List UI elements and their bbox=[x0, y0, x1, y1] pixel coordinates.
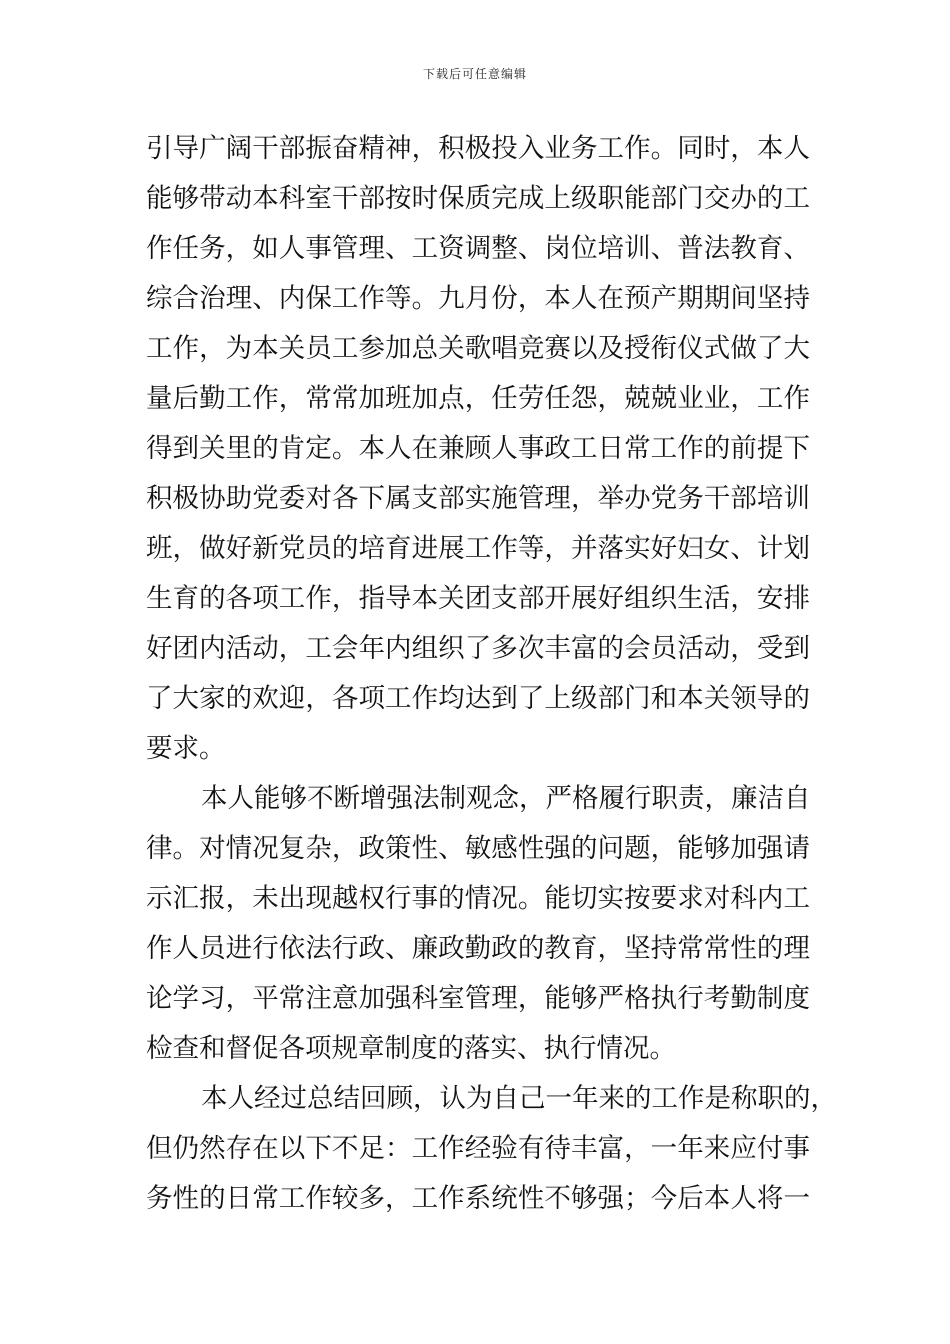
text-line: 好团内活动，工会年内组织了多次丰富的会员活动，受到 bbox=[146, 633, 810, 664]
text-line: 班，做好新党员的培育进展工作等，并落实好妇女、计划 bbox=[146, 533, 810, 564]
paragraph-1 bbox=[146, 124, 810, 774]
text-line: 检查和督促各项规章制度的落实、执行情况。 bbox=[146, 1033, 676, 1064]
paragraph-3 bbox=[146, 1074, 837, 1224]
text-line: 综合治理、内保工作等。九月份，本人在预产期期间坚持 bbox=[146, 283, 810, 314]
text-line: 作任务，如人事管理、工资调整、岗位培训、普法教育、 bbox=[146, 233, 810, 264]
text-line: 得到关里的肯定。本人在兼顾人事政工日常工作的前提下 bbox=[146, 433, 810, 464]
paragraph-2 bbox=[146, 774, 810, 1074]
text-line: 但仍然存在以下不足：工作经验有待丰富，一年来应付事 bbox=[146, 1133, 810, 1164]
text-line: 了大家的欢迎，各项工作均达到了上级部门和本关领导的 bbox=[146, 683, 810, 714]
text-line: 论学习，平常注意加强科室管理，能够严格执行考勤制度 bbox=[146, 983, 810, 1014]
text-line: 本人经过总结回顾，认为自己一年来的工作是称职的， bbox=[201, 1083, 837, 1114]
document-body bbox=[146, 124, 837, 1224]
text-line: 引导广阔干部振奋精神，积极投入业务工作。同时，本人 bbox=[146, 133, 810, 164]
text-line: 积极协助党委对各下属支部实施管理，举办党务干部培训 bbox=[146, 483, 810, 514]
text-line: 要求。 bbox=[146, 733, 226, 764]
text-line: 生育的各项工作，指导本关团支部开展好组织生活，安排 bbox=[146, 583, 810, 614]
text-line: 能够带动本科室干部按时保质完成上级职能部门交办的工 bbox=[146, 183, 810, 214]
text-line: 本人能够不断增强法制观念，严格履行职责，廉洁自 bbox=[201, 783, 811, 814]
text-line: 作人员进行依法行政、廉政勤政的教育，坚持常常性的理 bbox=[146, 933, 810, 964]
text-line: 律。对情况复杂，政策性、敏感性强的问题，能够加强请 bbox=[146, 833, 810, 864]
page-header: 下载后可任意编辑 bbox=[422, 67, 527, 81]
text-line: 示汇报，未出现越权行事的情况。能切实按要求对科内工 bbox=[146, 883, 810, 914]
text-line: 工作，为本关员工参加总关歌唱竞赛以及授衔仪式做了大 bbox=[146, 333, 810, 364]
text-line: 量后勤工作，常常加班加点，任劳任怨，兢兢业业，工作 bbox=[146, 383, 810, 414]
text-line: 务性的日常工作较多，工作系统性不够强；今后本人将一 bbox=[146, 1183, 810, 1214]
